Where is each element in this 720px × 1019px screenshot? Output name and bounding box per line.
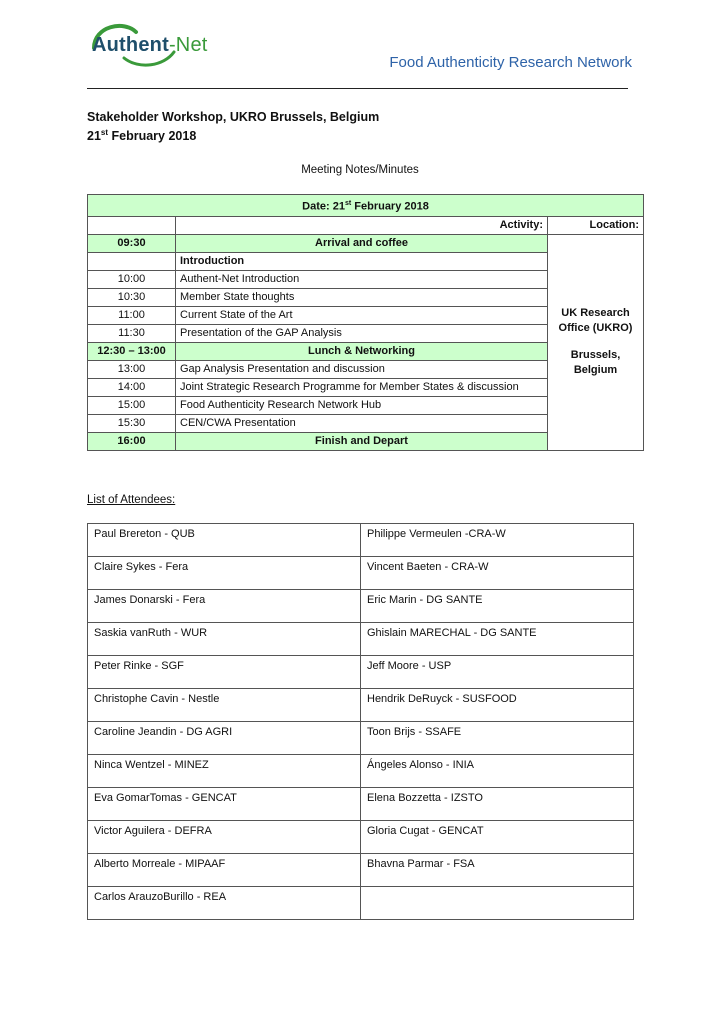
agenda-time: [88, 252, 176, 270]
agenda-table: [87, 194, 644, 451]
agenda-time: 15:00: [88, 396, 176, 414]
attendee-cell: Vincent Baeten - CRA-W: [361, 557, 634, 590]
agenda-location: UK Research Office (UKRO) Brussels, Belgium: [548, 234, 644, 450]
agenda-time: 10:30: [88, 288, 176, 306]
agenda-time: 14:00: [88, 378, 176, 396]
activity-header: Activity:: [176, 216, 548, 234]
agenda-activity: Finish and Depart: [176, 432, 548, 450]
logo-text: Authent-Net: [92, 34, 208, 56]
attendee-cell: Elena Bozzetta - IZSTO: [361, 788, 634, 821]
attendee-cell: Paul Brereton - QUB: [88, 524, 361, 557]
attendee-cell: Eva GomarTomas - GENCAT: [88, 788, 361, 821]
attendee-cell: Peter Rinke - SGF: [88, 656, 361, 689]
header-divider: [87, 88, 628, 89]
attendee-cell: Toon Brijs - SSAFE: [361, 722, 634, 755]
attendee-cell: Victor Aguilera - DEFRA: [88, 821, 361, 854]
attendee-cell: Bhavna Parmar - FSA: [361, 854, 634, 887]
attendee-cell: Hendrik DeRuyck - SUSFOOD: [361, 689, 634, 722]
attendee-cell: Carlos ArauzoBurillo - REA: [88, 887, 361, 920]
attendee-cell: Gloria Cugat - GENCAT: [361, 821, 634, 854]
agenda-time: 11:30: [88, 324, 176, 342]
network-title: Food Authenticity Research Network: [389, 54, 632, 71]
attendee-cell: Caroline Jeandin - DG AGRI: [88, 722, 361, 755]
attendee-cell: Jeff Moore - USP: [361, 656, 634, 689]
agenda-activity: CEN/CWA Presentation: [176, 414, 548, 432]
agenda-activity: Joint Strategic Research Programme for Member States & discussion: [176, 378, 548, 396]
attendee-cell: Christophe Cavin - Nestle: [88, 689, 361, 722]
agenda-activity: Arrival and coffee: [176, 234, 548, 252]
agenda-time: 10:00: [88, 270, 176, 288]
attendee-cell: Ángeles Alonso - INIA: [361, 755, 634, 788]
attendees-label: List of Attendees:: [87, 494, 176, 506]
agenda-activity: Presentation of the GAP Analysis: [176, 324, 548, 342]
agenda-activity: Gap Analysis Presentation and discussion: [176, 360, 548, 378]
attendee-cell: James Donarski - Fera: [88, 590, 361, 623]
attendee-cell: Saskia vanRuth - WUR: [88, 623, 361, 656]
agenda-date-header: Date: 21st February 2018: [88, 195, 644, 217]
agenda-time: 13:00: [88, 360, 176, 378]
attendee-cell: Ninca Wentzel - MINEZ: [88, 755, 361, 788]
attendee-cell: Ghislain MARECHAL - DG SANTE: [361, 623, 634, 656]
attendee-cell: Eric Marin - DG SANTE: [361, 590, 634, 623]
location-header: Location:: [548, 216, 644, 234]
agenda-activity: Lunch & Networking: [176, 342, 548, 360]
agenda-time: 09:30: [88, 234, 176, 252]
attendee-cell: [361, 887, 634, 920]
meeting-notes-label: Meeting Notes/Minutes: [301, 164, 419, 176]
attendees-table: [87, 523, 634, 920]
agenda-time: 16:00: [88, 432, 176, 450]
agenda-activity: Authent-Net Introduction: [176, 270, 548, 288]
attendee-cell: Claire Sykes - Fera: [88, 557, 361, 590]
agenda-activity: Member State thoughts: [176, 288, 548, 306]
workshop-title: Stakeholder Workshop, UKRO Brussels, Belgium: [87, 110, 380, 124]
agenda-time: 11:00: [88, 306, 176, 324]
attendee-cell: Philippe Vermeulen -CRA-W: [361, 524, 634, 557]
agenda-time: 12:30 – 13:00: [88, 342, 176, 360]
workshop-date: 21st February 2018: [87, 128, 197, 144]
agenda-time: 15:30: [88, 414, 176, 432]
agenda-activity: Food Authenticity Research Network Hub: [176, 396, 548, 414]
agenda-activity: Introduction: [176, 252, 548, 270]
agenda-activity: Current State of the Art: [176, 306, 548, 324]
attendee-cell: Alberto Morreale - MIPAAF: [88, 854, 361, 887]
